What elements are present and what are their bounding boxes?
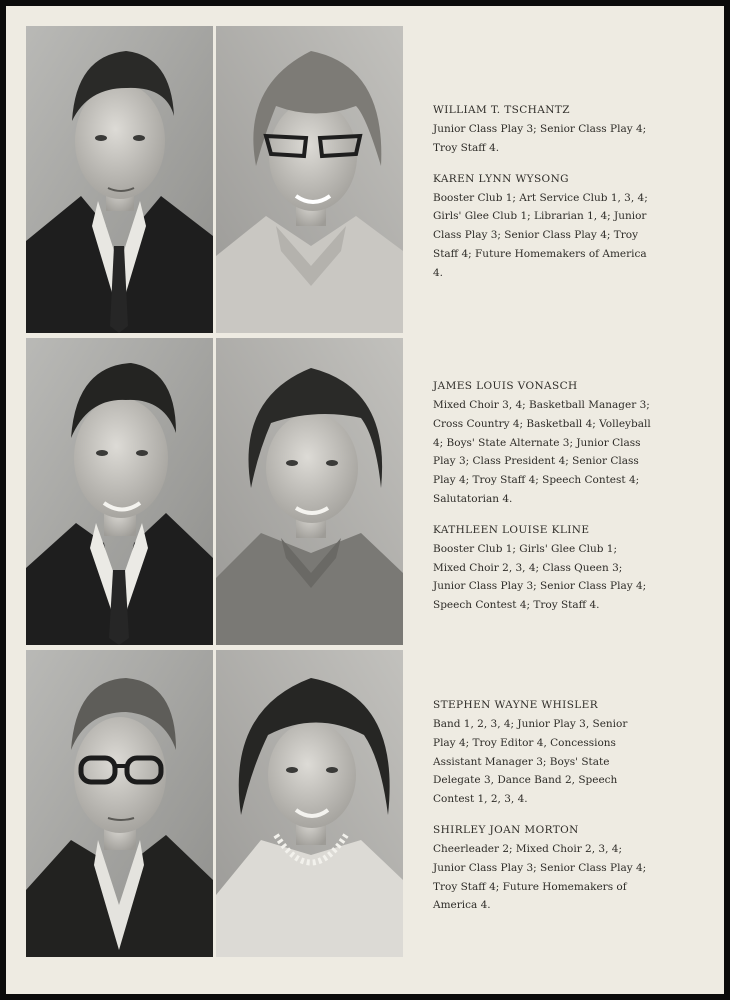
portrait-shirley-morton bbox=[216, 650, 403, 957]
bio-stephen-whisler bbox=[433, 698, 651, 929]
student-name: SHIRLEY JOAN MORTON bbox=[433, 823, 579, 836]
portrait-stephen-whisler bbox=[26, 650, 213, 957]
student-activities: Mixed Choir 3, 4; Basketball Manager 3; Cross Country 4; Basketball 4; Volleyball 4; Boys' State Alternate 3; Junior Class Play 3; Class President 4; Senior Class Play 4; Troy Staff 4; Speech Contest 4; Salutatorian 4. bbox=[433, 399, 651, 505]
yearbook-page bbox=[6, 6, 724, 994]
bio-william-tschantz bbox=[433, 103, 651, 297]
student-name: KATHLEEN LOUISE KLINE bbox=[433, 523, 590, 536]
portrait-karen-wysong bbox=[216, 26, 403, 333]
student-name: JAMES LOUIS VONASCH bbox=[433, 380, 578, 392]
student-name: STEPHEN WAYNE WHISLER bbox=[433, 699, 599, 711]
portrait-william-tschantz bbox=[26, 26, 213, 333]
student-activities: Band 1, 2, 3, 4; Junior Play 3, Senior Play 4; Troy Editor 4, Concessions Assistant Manager 3; Boys' State Delegate 3, Dance Band 2, Speech Contest 1, 2, 3, 4. bbox=[433, 718, 628, 806]
bio-james-vonasch bbox=[433, 379, 651, 629]
student-name: KAREN LYNN WYSONG bbox=[433, 172, 569, 185]
portrait-james-vonasch bbox=[26, 338, 213, 645]
student-activities: Booster Club 1; Girls' Glee Club 1; Mixed Choir 2, 3, 4; Class Queen 3; Junior Class Play 3; Senior Class Play 4; Speech Contest 4; Troy Staff 4. bbox=[433, 542, 647, 612]
portrait-kathleen-kline bbox=[216, 338, 403, 645]
student-name: WILLIAM T. TSCHANTZ bbox=[433, 104, 570, 116]
student-activities: Junior Class Play 3; Senior Class Play 4; Troy Staff 4. bbox=[433, 123, 647, 154]
student-activities: Booster Club 1; Art Service Club 1, 3, 4; Girls' Glee Club 1; Librarian 1, 4; Junior Class Play 3; Senior Class Play 4; Troy Staff 4; Future Homemakers of America 4. bbox=[433, 191, 648, 279]
student-activities: Cheerleader 2; Mixed Choir 2, 3, 4; Junior Class Play 3; Senior Class Play 4; Troy Staff 4; Future Homemakers of America 4. bbox=[433, 842, 647, 912]
